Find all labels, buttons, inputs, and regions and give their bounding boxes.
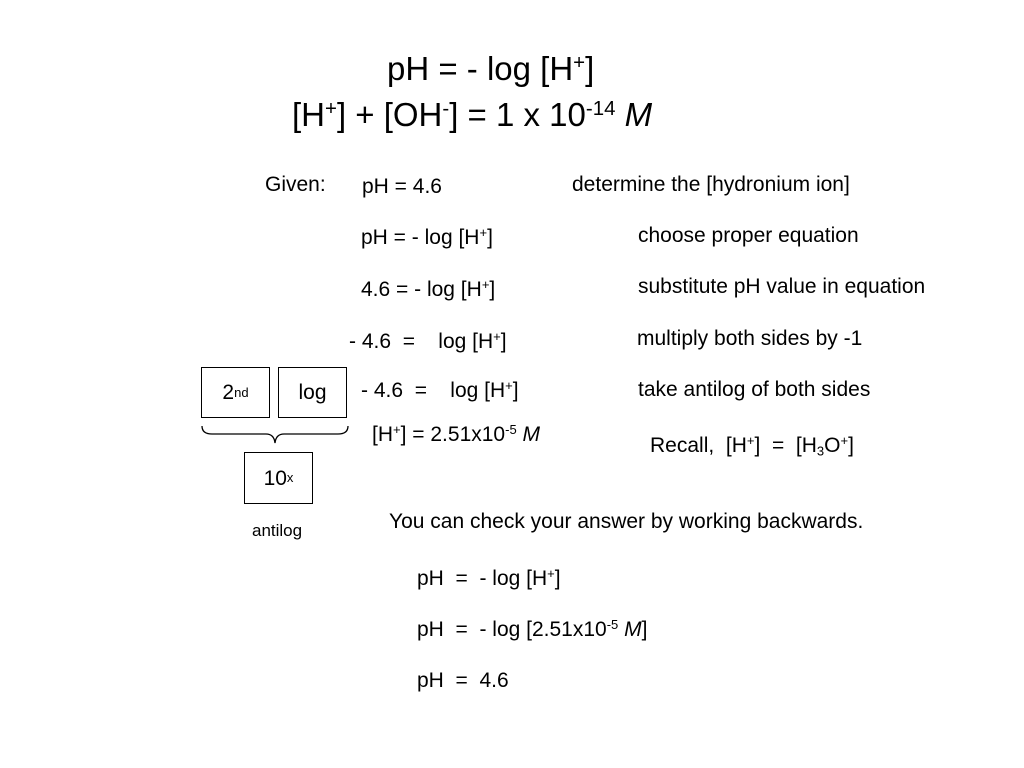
step-2-sup: + (481, 276, 490, 292)
step-1-end: ] (487, 226, 493, 249)
calculator-10x-key-base: 10 (263, 466, 287, 490)
title-line-2-text-a: [H (292, 96, 325, 133)
calculator-2nd-key-base: 2 (222, 381, 235, 404)
curly-brace-path (202, 426, 348, 443)
title-line-2-sup-1: + (325, 96, 337, 120)
recall-sup-1: + (746, 432, 755, 448)
step-3-equation (349, 328, 507, 353)
check-line-1 (417, 565, 561, 590)
recall-sup-2: + (840, 432, 849, 448)
step-3-sup: + (493, 328, 501, 344)
step-4-equation (361, 377, 519, 402)
calculator-log-key[interactable] (278, 367, 347, 418)
title-line-1 (387, 52, 594, 85)
title-line-2 (292, 98, 652, 131)
title-line-2-sup-3: -14 (585, 96, 616, 120)
step-4-end: ] (512, 379, 519, 402)
step-3-lhs: - 4.6 = log [H (349, 330, 494, 353)
step-1-equation (361, 224, 493, 249)
given-label: Given: (265, 173, 326, 196)
result-equation (372, 421, 541, 446)
antilog-caption: antilog (252, 521, 303, 540)
calculator-10x-key[interactable]: 10 x (244, 452, 313, 504)
recall-note (650, 432, 854, 459)
calculator-2nd-key[interactable]: 2 nd (201, 367, 270, 418)
title-line-2-unit: M (624, 96, 653, 133)
step-2-lhs: 4.6 = - log [H (361, 278, 482, 301)
result-sup-2: -5 (505, 421, 517, 437)
title-line-1-text: pH = - log [H (387, 50, 574, 87)
calculator-log-key-label: log (298, 381, 327, 404)
result-text-a: [H (372, 423, 393, 446)
step-4-lhs: - 4.6 = log [H (361, 379, 506, 402)
given-value: pH = 4.6 (362, 175, 442, 198)
step-2-note: substitute pH value in equation (638, 275, 926, 298)
step-1-sup: + (479, 224, 488, 240)
step-3-end: ] (500, 330, 507, 353)
check-heading: You can check your answer by working backwards. (389, 510, 864, 533)
recall-text-a: Recall, [H (650, 434, 747, 457)
check-line-2-text: pH = - log [2.51x10 (417, 618, 607, 641)
check-line-2-end: ] (641, 618, 648, 641)
step-1-note: choose proper equation (638, 224, 859, 247)
title-line-2-text-c: ] = 1 x 10 (449, 96, 586, 133)
check-line-1-text: pH = - log [H (417, 567, 548, 590)
step-3-note: multiply both sides by -1 (637, 327, 863, 350)
step-2-equation (361, 276, 496, 301)
result-text-b: ] = 2.51x10 (400, 423, 506, 446)
result-sup-1: + (393, 421, 401, 437)
title-line-2-sup-2: - (442, 96, 450, 120)
given-task: determine the [hydronium ion] (572, 173, 850, 196)
result-unit: M (522, 423, 541, 446)
recall-text-c: O (824, 434, 841, 457)
recall-text-d: ] (848, 434, 854, 457)
recall-sub: 3 (816, 443, 825, 459)
step-4-sup: + (505, 377, 513, 393)
curly-brace-icon (200, 424, 350, 446)
check-line-2-unit: M (624, 618, 642, 641)
check-line-2 (417, 616, 648, 641)
step-4-note: take antilog of both sides (638, 378, 871, 401)
recall-text-b: ] = [H (754, 434, 817, 457)
step-2-end: ] (489, 278, 496, 301)
title-line-2-text-b: ] + [OH (336, 96, 443, 133)
check-line-1-end: ] (554, 567, 561, 590)
title-line-1-end: ] (585, 50, 595, 87)
check-line-1-sup: + (547, 565, 555, 581)
check-line-3: pH = 4.6 (417, 669, 509, 692)
step-1-lhs: pH = - log [H (361, 226, 480, 249)
title-line-1-sup: + (573, 50, 586, 74)
check-line-2-sup: -5 (606, 616, 619, 632)
